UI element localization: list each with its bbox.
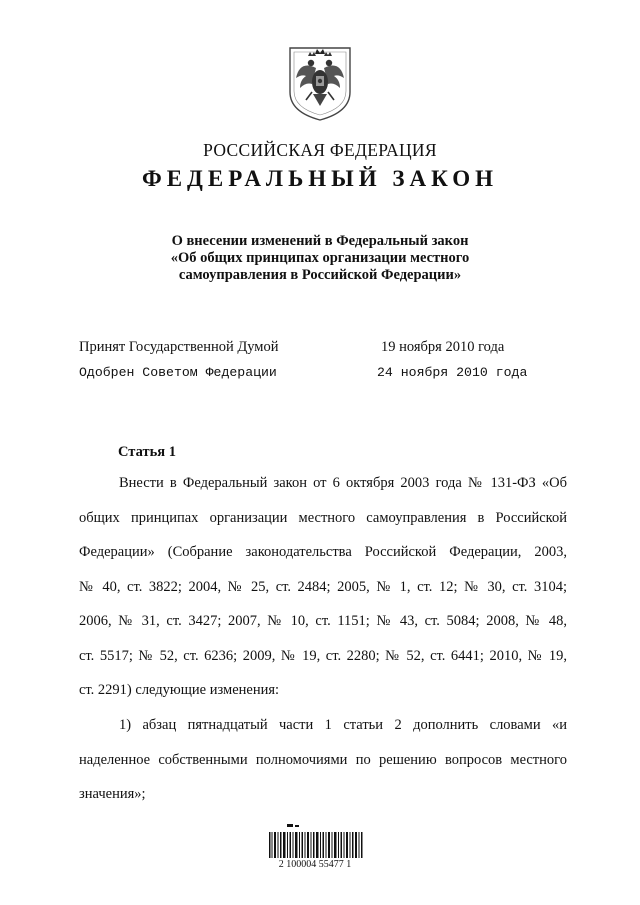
subject-line: «Об общих принципах организации местного <box>170 250 470 266</box>
barcode <box>262 822 368 892</box>
law-subject <box>100 233 540 284</box>
paragraph-line: ст. 2291) следующие изменения: <box>79 682 280 698</box>
law-type-title: ФЕДЕРАЛЬНЫЙ ЗАКОН <box>141 166 499 191</box>
paragraph-line: Федерации» (Собрание законодательства Российской Федерации, 2003, <box>79 544 567 560</box>
paragraph-line: № 40, ст. 3822; 2004, № 25, ст. 2484; 2005, № 1, ст. 12; № 30, ст. 3104; <box>79 578 567 595</box>
paragraph-line: ст. 5517; № 52, ст. 6236; 2009, № 19, ст. 2280; № 52, ст. 6441; 2010, № 19, <box>79 647 567 664</box>
paragraph-line: наделенное собственными полномочиями по решению вопросов местного <box>79 751 567 768</box>
paragraph-line: значения»; <box>79 786 146 802</box>
duma-adoption-date: 19 ноября 2010 года <box>381 339 505 355</box>
council-approval-label: Одобрен Советом Федерации <box>79 365 277 380</box>
paragraph-line: Внести в Федеральный закон от 6 октября 2003 года № 131-ФЗ «Об <box>119 475 567 491</box>
paragraph-line: 2006, № 31, ст. 3427; 2007, № 10, ст. 1151; № 43, ст. 5084; 2008, № 48, <box>79 613 567 629</box>
article-heading: Статья 1 <box>118 444 176 460</box>
coat-of-arms-emblem <box>286 44 354 122</box>
article-intro-paragraph <box>79 475 567 717</box>
subject-line: О внесении изменений в Федеральный закон <box>171 233 469 249</box>
duma-adoption-label: Принят Государственной Думой <box>79 339 279 355</box>
article-item-1 <box>79 717 567 821</box>
paragraph-line: общих принципах организации местного самоуправления в Российской <box>79 509 567 526</box>
paragraph-line: 1) абзац пятнадцатый части 1 статьи 2 дополнить словами «и <box>119 717 567 733</box>
council-approval-date: 24 ноября 2010 года <box>377 365 528 380</box>
subject-line: самоуправления в Российской Федерации» <box>178 267 462 283</box>
barcode-number: 2 100004 55477 1 <box>278 859 352 870</box>
country-name: РОССИЙСКАЯ ФЕДЕРАЦИЯ <box>203 140 437 160</box>
